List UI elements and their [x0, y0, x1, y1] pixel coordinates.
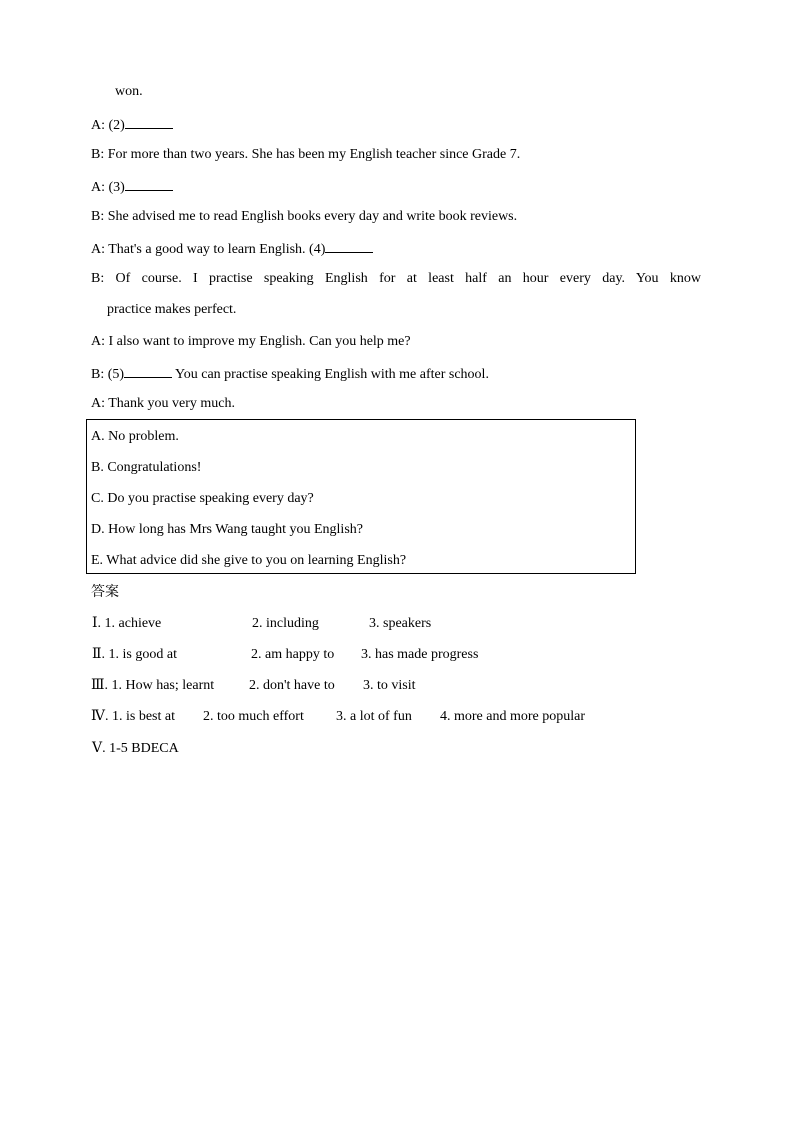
answer-blank-2[interactable] [125, 115, 173, 129]
dialogue-line-text: A: (3) [91, 180, 125, 195]
dialogue-line-a-thanks: A: Thank you very much. [91, 396, 235, 411]
option-c: C. Do you practise speaking every day? [91, 491, 314, 506]
dialogue-line-a3 [91, 177, 173, 197]
answer-row-2-item-1: Ⅱ. 1. is good at [92, 647, 177, 662]
dialogue-line-text: You can practise speaking English with me after school. [172, 367, 489, 382]
answer-row-4-item-1: Ⅳ. 1. is best at [91, 709, 175, 724]
answer-row-1-item-3: 3. speakers [369, 616, 432, 631]
dialogue-line-text: A: That's a good way to learn English. (4) [91, 242, 326, 257]
answer-blank-4[interactable] [325, 239, 373, 253]
answer-row-5: Ⅴ. 1-5 BDECA [92, 741, 179, 756]
answer-blank-3[interactable] [125, 177, 173, 191]
dialogue-line-text: B: (5) [91, 367, 125, 382]
answer-row-4-item-2: 2. too much effort [203, 709, 304, 724]
answer-row-3-item-1: Ⅲ. 1. How has; learnt [91, 678, 215, 693]
dialogue-line-b-years: B: For more than two years. She has been my English teacher since Grade 7. [91, 147, 521, 162]
answer-row-1-item-1: Ⅰ. 1. achieve [92, 616, 162, 631]
answer-blank-5[interactable] [124, 364, 172, 378]
dialogue-line-a-improve: A: I also want to improve my English. Can you help me? [91, 334, 411, 349]
dialogue-line-b-practise: B: Of course. I practise speaking English for at least half an hour every day. You know [91, 271, 701, 286]
answer-row-4-item-4: 4. more and more popular [440, 709, 586, 724]
dialogue-line-b-advised: B: She advised me to read English books every day and write book reviews. [91, 209, 518, 224]
dialogue-line-b5 [91, 364, 489, 384]
option-a: A. No problem. [91, 429, 179, 444]
options-box [86, 419, 636, 574]
option-b: B. Congratulations! [91, 460, 202, 475]
dialogue-line-continuation: won. [115, 84, 143, 99]
answer-row-2-item-2: 2. am happy to [251, 647, 335, 662]
dialogue-line-continuation: practice makes perfect. [107, 302, 237, 317]
answers-heading: 答案 [91, 584, 119, 600]
answer-row-3-item-2: 2. don't have to [249, 678, 335, 693]
dialogue-line-a4 [91, 239, 373, 259]
answer-row-3-item-3: 3. to visit [363, 678, 416, 693]
answer-row-2-item-3: 3. has made progress [361, 647, 479, 662]
option-e: E. What advice did she give to you on learning English? [91, 553, 407, 568]
answer-row-4-item-3: 3. a lot of fun [336, 709, 412, 724]
dialogue-line-text: A: (2) [91, 118, 125, 133]
dialogue-line-a2 [91, 115, 173, 135]
answer-row-1-item-2: 2. including [252, 616, 319, 631]
option-d: D. How long has Mrs Wang taught you English? [91, 522, 363, 537]
